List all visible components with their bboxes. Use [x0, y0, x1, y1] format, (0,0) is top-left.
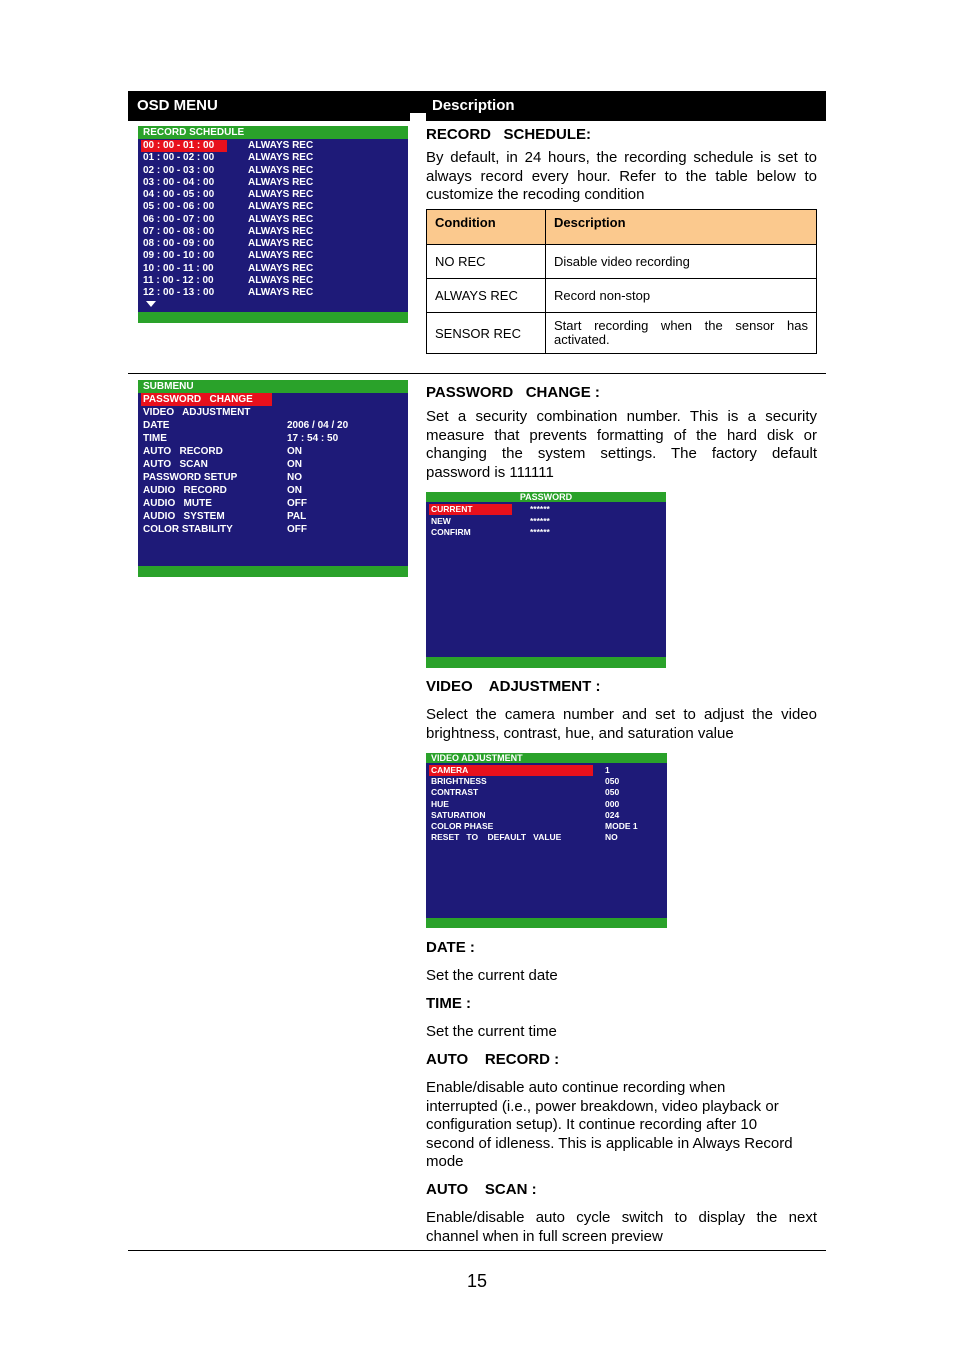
schedule-row-label[interactable]: 06 : 00 - 07 : 00	[143, 213, 215, 225]
schedule-row-value: ALWAYS REC	[248, 189, 314, 200]
auto-record-heading: AUTO RECORD :	[426, 1051, 560, 1068]
record-schedule-osd-title: RECORD SCHEDULE	[138, 126, 408, 139]
submenu-item-label[interactable]: PASSWORD CHANGE	[143, 394, 253, 405]
triangle-down-icon	[146, 301, 156, 308]
submenu-osd-title: SUBMENU	[138, 380, 408, 393]
time-heading: TIME :	[426, 995, 471, 1012]
schedule-row-label[interactable]: 12 : 00 - 13 : 00	[143, 287, 215, 298]
condition-cell: ALWAYS REC	[427, 279, 546, 313]
password-osd-title: PASSWORD	[426, 492, 666, 502]
password-field-value: ******	[530, 504, 550, 514]
schedule-row-label[interactable]: 01 : 00 - 02 : 00	[143, 152, 215, 164]
password-change-body: Set a security combination number. This is a security measure that prevents formatting of the hard disk or changing the system settings. The factory default password is 111111	[426, 408, 817, 481]
condition-header: Condition	[427, 210, 546, 245]
description-header: Description	[546, 210, 817, 245]
schedule-row-value: ALWAYS REC	[248, 287, 314, 298]
submenu-item-label[interactable]: TIME	[143, 433, 167, 444]
video-setting-label[interactable]: CAMERA	[431, 765, 469, 775]
submenu-item-value: ON	[287, 459, 302, 470]
schedule-row-label[interactable]: 10 : 00 - 11 : 00	[143, 262, 214, 274]
submenu-item-label[interactable]: PASSWORD SETUP	[143, 472, 238, 483]
auto-scan-body: Enable/disable auto cycle switch to display the next channel when in full screen preview	[426, 1209, 817, 1245]
submenu-item-value: ON	[287, 485, 302, 496]
video-setting-label[interactable]: BRIGHTNESS	[431, 776, 487, 787]
submenu-item-label[interactable]: AUDIO MUTE	[143, 498, 212, 509]
condition-table	[426, 209, 817, 354]
schedule-row-value: ALWAYS REC	[248, 164, 314, 176]
header-divider	[410, 113, 426, 121]
schedule-row-label[interactable]: 00 : 00 - 01 : 00	[143, 140, 215, 151]
schedule-row-label[interactable]: 09 : 00 - 10 : 00	[143, 250, 215, 262]
condition-cell: NO REC	[427, 245, 546, 279]
video-setting-value: 050	[605, 787, 620, 798]
submenu-item-label[interactable]: AUTO RECORD	[143, 446, 223, 457]
osd-status-bar	[138, 566, 408, 577]
schedule-row-value: ALWAYS REC	[248, 262, 314, 274]
submenu-item-label[interactable]: VIDEO ADJUSTMENT	[143, 407, 251, 418]
submenu-item-value: PAL	[287, 511, 307, 522]
osd-status-bar	[426, 918, 667, 928]
video-setting-label[interactable]: HUE	[431, 798, 449, 809]
schedule-row-value: ALWAYS REC	[248, 213, 314, 225]
description-cell	[546, 313, 817, 354]
password-field-label[interactable]: NEW	[431, 515, 451, 526]
password-field-label[interactable]: CURRENT	[431, 504, 473, 514]
description-cell: Disable video recording	[546, 245, 817, 279]
schedule-row-value: ALWAYS REC	[248, 225, 314, 237]
schedule-row-value: ALWAYS REC	[248, 238, 314, 249]
auto-record-line: second of idleness. This is applicable in Always Record	[426, 1134, 793, 1152]
header-osd-menu: OSD MENU	[137, 97, 218, 114]
schedule-row-label[interactable]: 02 : 00 - 03 : 00	[143, 164, 215, 176]
password-change-heading: PASSWORD CHANGE :	[426, 384, 600, 401]
video-adjustment-heading: VIDEO ADJUSTMENT :	[426, 678, 601, 695]
submenu-item-value: OFF	[287, 498, 307, 509]
osd-status-bar	[138, 312, 408, 323]
section-divider	[128, 373, 826, 374]
submenu-item-value: ON	[287, 446, 302, 457]
description-cell-text: Start recording when the sensor has activated.	[554, 318, 808, 347]
schedule-row-value: ALWAYS REC	[248, 152, 314, 164]
schedule-row-label[interactable]: 11 : 00 - 12 : 00	[143, 274, 214, 286]
schedule-row-label[interactable]: 08 : 00 - 09 : 00	[143, 238, 215, 249]
submenu-item-value: 17 : 54 : 50	[287, 433, 339, 444]
submenu-item-label[interactable]: COLOR STABILITY	[143, 524, 233, 535]
table-row	[427, 279, 817, 313]
submenu-item-label[interactable]: DATE	[143, 420, 170, 431]
video-setting-label[interactable]: CONTRAST	[431, 787, 479, 798]
schedule-row-value: ALWAYS REC	[248, 274, 314, 286]
video-setting-value: 1	[605, 765, 610, 775]
submenu-item-value: 2006 / 04 / 20	[287, 420, 349, 431]
submenu-item-label[interactable]: AUDIO RECORD	[143, 485, 227, 496]
video-setting-value: 024	[605, 809, 620, 820]
schedule-row-value: ALWAYS REC	[248, 250, 314, 262]
auto-record-line: interrupted (i.e., power breakdown, video playback or	[426, 1097, 779, 1115]
schedule-row-value: ALWAYS REC	[248, 201, 314, 213]
submenu-osd	[138, 380, 408, 577]
schedule-row-label[interactable]: 04 : 00 - 05 : 00	[143, 189, 215, 200]
schedule-row-label[interactable]: 07 : 00 - 08 : 00	[143, 225, 215, 237]
record-schedule-heading: RECORD SCHEDULE:	[426, 126, 592, 143]
video-setting-label[interactable]: RESET TO DEFAULT VALUE	[431, 832, 562, 843]
condition-cell: SENSOR REC	[427, 313, 546, 354]
schedule-row-value: ALWAYS REC	[248, 176, 314, 188]
password-field-value: ******	[530, 527, 550, 537]
submenu-item-label[interactable]: AUTO SCAN	[143, 459, 208, 470]
osd-status-bar	[426, 657, 666, 668]
table-row	[427, 245, 817, 279]
record-schedule-body: By default, in 24 hours, the recording schedule is set to always record every hour. Refer to the table below to customize the recoding condition	[426, 149, 817, 204]
submenu-item-value: NO	[287, 472, 302, 483]
schedule-row-label[interactable]: 03 : 00 - 04 : 00	[143, 176, 215, 188]
date-heading: DATE :	[426, 939, 475, 956]
auto-record-body	[426, 1079, 826, 1172]
footer-divider	[128, 1250, 826, 1251]
password-field-value: ******	[530, 515, 550, 526]
submenu-item-value: OFF	[287, 524, 307, 535]
auto-record-line: Enable/disable auto continue recording when	[426, 1079, 726, 1096]
video-adjustment-osd	[426, 753, 667, 928]
video-setting-label[interactable]: COLOR PHASE	[431, 821, 494, 831]
schedule-row-value: ALWAYS REC	[248, 140, 314, 151]
table-row	[427, 313, 817, 354]
schedule-row-label[interactable]: 05 : 00 - 06 : 00	[143, 201, 215, 213]
password-osd	[426, 492, 666, 668]
video-setting-value: 000	[605, 798, 620, 809]
description-cell: Record non-stop	[546, 279, 817, 313]
time-body: Set the current time	[426, 1023, 557, 1040]
video-adjustment-osd-title: VIDEO ADJUSTMENT	[426, 753, 667, 763]
page-number: 15	[466, 1271, 488, 1291]
video-setting-value: NO	[605, 832, 618, 843]
table-header-bar	[128, 91, 826, 121]
auto-record-line: configuration setup). It continue recording after 10	[426, 1116, 758, 1134]
auto-scan-heading: AUTO SCAN :	[426, 1181, 537, 1198]
video-setting-value: 050	[605, 776, 620, 787]
video-adjustment-body: Select the camera number and set to adjust the video brightness, contrast, hue, and saturation value	[426, 706, 817, 742]
record-schedule-osd	[138, 126, 408, 323]
video-setting-value: MODE 1	[605, 821, 638, 831]
date-body: Set the current date	[426, 967, 558, 984]
header-description: Description	[432, 97, 515, 114]
submenu-item-label[interactable]: AUDIO SYSTEM	[143, 511, 225, 522]
video-setting-label[interactable]: SATURATION	[431, 809, 486, 820]
password-field-label[interactable]: CONFIRM	[431, 527, 471, 537]
auto-record-line: mode	[426, 1153, 464, 1171]
